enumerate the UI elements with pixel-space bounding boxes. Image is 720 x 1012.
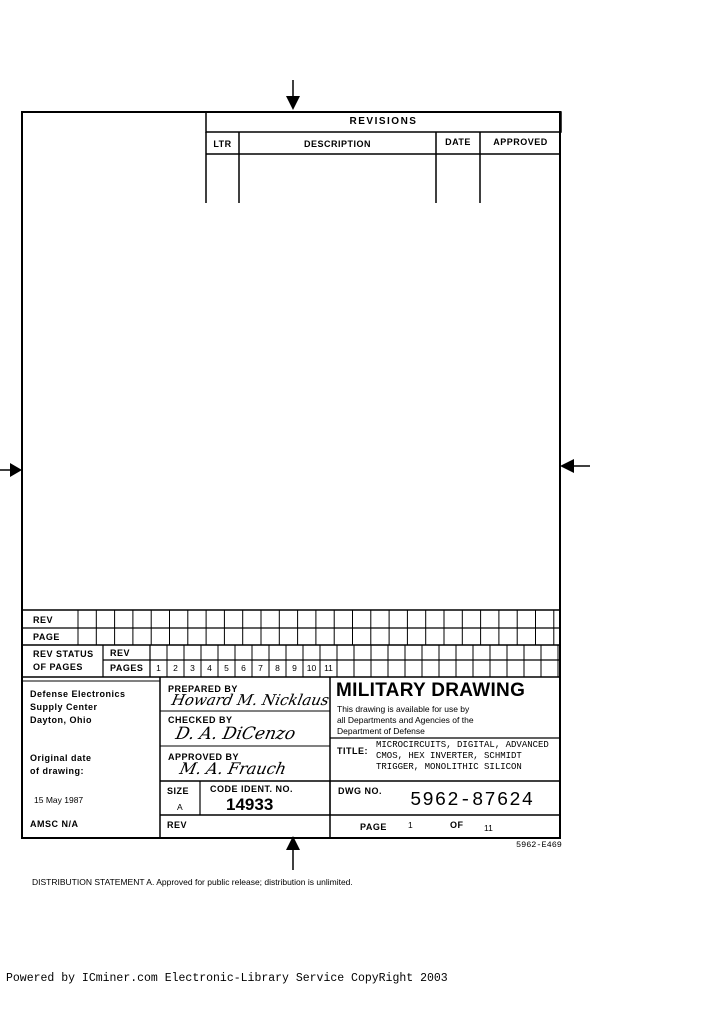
page-number-cell: 10	[306, 663, 317, 673]
availability-line2: all Departments and Agencies of the	[337, 715, 474, 725]
dwg-no-label: DWG NO.	[338, 786, 382, 796]
title-label: TITLE:	[337, 746, 368, 756]
checked-signature: D. A. DiCenzo	[173, 724, 298, 744]
amsc-label: AMSC N/A	[30, 819, 79, 829]
size-label: SIZE	[167, 786, 190, 796]
military-drawing-heading: MILITARY DRAWING	[336, 680, 526, 701]
agency-line1: Defense Electronics	[30, 689, 126, 699]
page-number-cell: 4	[207, 663, 212, 673]
original-date-label1: Original date	[30, 753, 92, 763]
page-label: PAGE	[360, 822, 387, 832]
title-line3: TRIGGER, MONOLITHIC SILICON	[376, 762, 522, 772]
ltr-header: LTR	[213, 139, 232, 149]
rev-row-label: REV	[33, 615, 54, 625]
title-line1: MICROCIRCUITS, DIGITAL, ADVANCED	[376, 740, 549, 750]
prepared-signature: Howard M. Nicklaus	[170, 691, 331, 709]
size-value: A	[177, 802, 183, 812]
page-number-cell: 6	[241, 663, 246, 673]
code-ident-value: 14933	[226, 795, 274, 814]
page-value: 1	[408, 820, 413, 830]
checked-by-label: CHECKED BY	[168, 715, 233, 725]
page-number-cell: 9	[292, 663, 297, 673]
availability-line1: This drawing is available for use by	[337, 704, 470, 714]
approved-signature: M. A. Frauch	[177, 759, 289, 778]
of-value: 11	[484, 823, 493, 833]
title-line2: CMOS, HEX INVERTER, SCHMIDT	[376, 751, 522, 761]
agency-line3: Dayton, Ohio	[30, 715, 92, 725]
original-date-label2: of drawing:	[30, 766, 84, 776]
rev-status-rev-label: REV	[110, 648, 131, 658]
description-header: DESCRIPTION	[303, 139, 371, 149]
page-number-cell: 3	[190, 663, 195, 673]
approved-by-label: APPROVED BY	[168, 752, 240, 762]
page-number-cell: 5	[224, 663, 229, 673]
footer-watermark: Powered by ICminer.com Electronic-Library Service CopyRight 2003	[6, 972, 448, 985]
availability-line3: Department of Defense	[337, 726, 425, 736]
prepared-by-label: PREPARED BY	[168, 684, 238, 694]
pages-label: PAGES	[110, 663, 144, 673]
page-number-cell: 7	[258, 663, 263, 673]
page-number-cell: 8	[275, 663, 280, 673]
date-header: DATE	[445, 137, 471, 147]
dwg-no-value: 5962-87624	[410, 789, 535, 811]
original-date: 15 May 1987	[34, 795, 84, 805]
rev-label: REV	[167, 820, 188, 830]
page-row-label: PAGE	[33, 632, 60, 642]
agency-line2: Supply Center	[30, 702, 98, 712]
code-ident-label: CODE IDENT. NO.	[210, 784, 294, 794]
page-number-cell: 11	[324, 663, 333, 673]
form-number: 5962-E469	[516, 840, 562, 850]
rev-status-label: REV STATUS	[33, 649, 94, 659]
of-pages-label: OF PAGES	[33, 662, 83, 672]
page-number-cell: 2	[173, 663, 178, 673]
of-label: OF	[450, 820, 464, 830]
revisions-title: REVISIONS	[349, 116, 418, 127]
distribution-statement: DISTRIBUTION STATEMENT A. Approved for public release; distribution is unlimited.	[32, 877, 353, 887]
page-number-cell: 1	[156, 663, 161, 673]
approved-header: APPROVED	[493, 137, 548, 147]
